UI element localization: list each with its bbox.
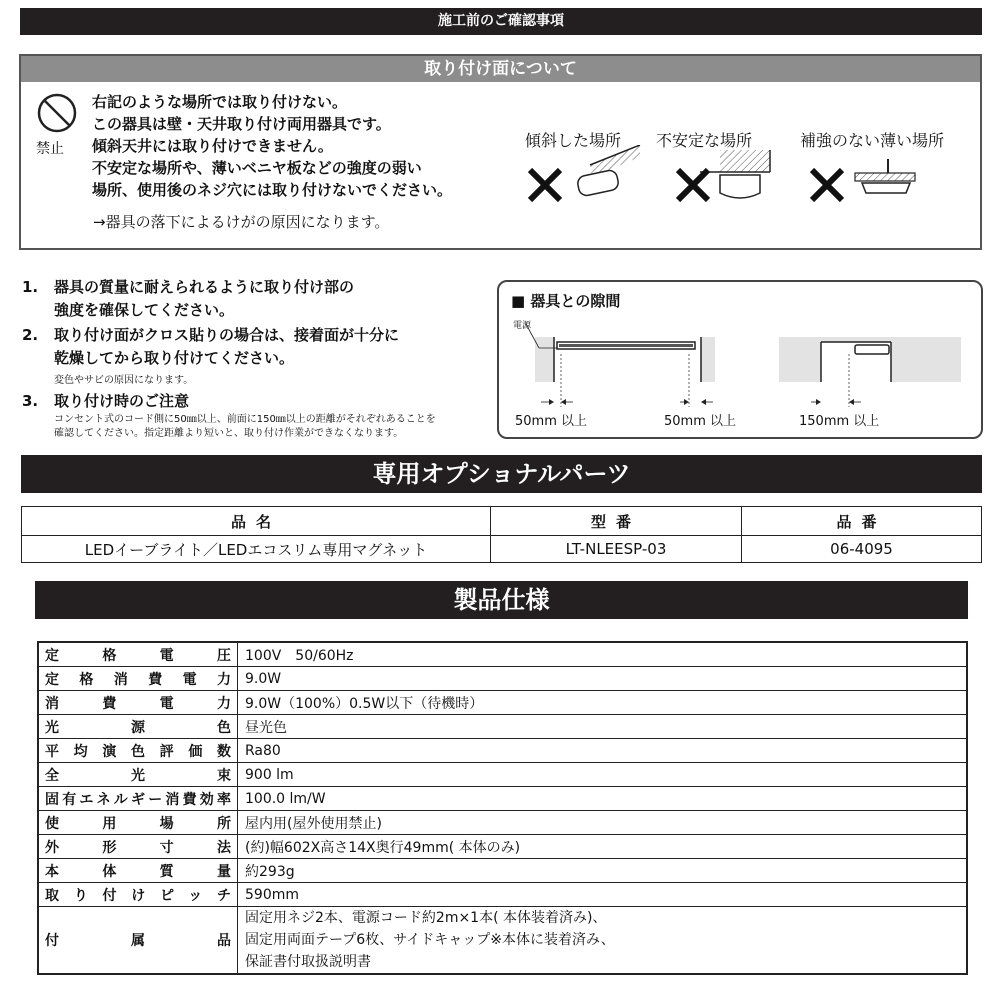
instruction-number: 3. — [22, 392, 39, 410]
spec-value: Ra80 — [238, 739, 968, 763]
spec-key: 全光束 — [38, 763, 238, 787]
options-header-code: 品番 — [742, 507, 982, 536]
clearance-label-right: 50mm 以上 — [664, 414, 737, 429]
table-row — [38, 642, 967, 667]
instruction-note: 変色やサビの原因になります。 — [54, 375, 194, 386]
spec-key: 外形寸法 — [38, 835, 238, 859]
example-label-slanted: 傾斜した場所 — [525, 131, 622, 150]
spec-key: 定格電圧 — [38, 642, 238, 667]
mounting-surface-title-bar — [21, 56, 980, 82]
options-cell-model: LT-NLEESP-03 — [491, 536, 742, 563]
example-label-unstable: 不安定な場所 — [656, 131, 753, 150]
spec-value: 屋内用(屋外使用禁止) — [238, 811, 968, 835]
spec-value: (約)幅602X高さ14X奥行49mm( 本体のみ) — [238, 835, 968, 859]
example-label-thin: 補強のない薄い場所 — [800, 131, 945, 150]
instructions — [22, 276, 492, 441]
table-row — [22, 536, 982, 563]
power-label: 電源 — [513, 321, 532, 331]
options-cell-code: 06-4095 — [742, 536, 982, 563]
spec-key: 取り付けピッチ — [38, 883, 238, 907]
spec-key: 消費電力 — [38, 691, 238, 715]
spec-value: 約293g — [238, 859, 968, 883]
options-header-row — [22, 507, 982, 536]
specs-table — [37, 641, 968, 975]
table-row — [38, 739, 967, 763]
instruction-line: 取り付け面がクロス貼りの場合は、接着面が十分に — [54, 326, 400, 344]
example-illustrations — [520, 145, 940, 215]
clearance-label-left: 50mm 以上 — [515, 414, 588, 429]
instruction-line: 取り付け時のご注意 — [54, 392, 190, 410]
table-row — [38, 883, 967, 907]
table-row — [38, 787, 967, 811]
instruction-number: 2. — [22, 326, 39, 344]
accessory-line: 固定用ネジ2本、電源コード約2m×1本( 本体装着済み)、 — [245, 910, 607, 926]
options-header-model: 型番 — [491, 507, 742, 536]
instruction-item — [22, 324, 492, 370]
table-row — [38, 859, 967, 883]
spec-key: 平均演色評価数 — [38, 739, 238, 763]
instruction-item — [22, 276, 492, 322]
instruction-line: 乾燥してから取り付けてください。 — [54, 349, 295, 367]
mounting-surface-title: 取り付け面について — [424, 59, 577, 79]
warning-text — [92, 91, 452, 201]
clearance-label-front: 150mm 以上 — [799, 414, 880, 429]
instruction-line: 器具の質量に耐えられるように取り付け部の — [54, 278, 355, 296]
clearance-box — [497, 280, 983, 439]
spec-key: 固有エネルギー消費効率 — [38, 787, 238, 811]
table-row — [38, 811, 967, 835]
spec-value: 9.0W — [238, 667, 968, 691]
options-cell-name: LEDイーブライト／LEDエコスリム専用マグネット — [22, 536, 491, 563]
warning-line: 不安定な場所や、薄いベニヤ板などの強度の弱い — [92, 159, 422, 177]
instruction-note-block — [54, 413, 492, 441]
warning-note: →器具の落下によるけがの原因になります。 — [93, 213, 390, 231]
options-title-bar — [21, 455, 982, 493]
spec-value: 590mm — [238, 883, 968, 907]
table-row — [38, 763, 967, 787]
spec-value — [238, 907, 968, 975]
spec-key: 本体質量 — [38, 859, 238, 883]
spec-key: 光源色 — [38, 715, 238, 739]
unstable-ceiling-illustration — [678, 150, 770, 200]
warning-line: 傾斜天井には取り付けできません。 — [92, 137, 333, 155]
instruction-number: 1. — [22, 278, 39, 296]
instruction-line: 強度を確保してください。 — [54, 301, 235, 319]
spec-key: 使用場所 — [38, 811, 238, 835]
table-row — [38, 715, 967, 739]
table-row — [38, 667, 967, 691]
specs-title-bar — [35, 581, 968, 619]
thin-board-illustration — [812, 159, 915, 200]
table-row — [38, 835, 967, 859]
header-bar — [20, 8, 982, 35]
instruction-item — [22, 390, 492, 413]
specs-title: 製品仕様 — [453, 586, 550, 614]
spec-value: 9.0W（100%）0.5W以下（待機時） — [238, 691, 968, 715]
spec-value: 昼光色 — [238, 715, 968, 739]
accessory-line: 固定用両面テープ6枚、サイドキャップ※本体に装着済み、 — [245, 932, 615, 948]
options-table — [21, 506, 982, 563]
table-row — [38, 907, 967, 975]
warning-line: 場所、使用後のネジ穴には取り付けないでください。 — [92, 181, 453, 199]
spec-value: 100.0 lm/W — [238, 787, 968, 811]
spec-value: 100V 50/60Hz — [238, 642, 968, 667]
options-title: 専用オプショナルパーツ — [372, 460, 631, 488]
prohibition-icon — [36, 92, 78, 134]
prohibit-label: 禁止 — [36, 141, 64, 157]
spec-value: 900 lm — [238, 763, 968, 787]
header-title: 施工前のご確認事項 — [438, 13, 564, 29]
warning-line: この器具は壁・天井取り付け両用器具です。 — [92, 115, 391, 133]
options-header-name: 品名 — [22, 507, 491, 536]
accessory-line: 保証書付取扱説明書 — [245, 954, 371, 970]
spec-key: 付属品 — [38, 907, 238, 975]
warning-line: 右記のような場所では取り付けない。 — [92, 93, 348, 111]
instruction-note: コンセント式のコード側に50㎜以上、前面に150㎜以上の距離がそれぞれあることを — [54, 414, 436, 425]
slanted-ceiling-illustration — [530, 145, 640, 200]
clearance-title: ■ 器具との隙間 — [511, 292, 621, 310]
instruction-note: 確認してください。指定距離より短いと、取り付け作業ができなくなります。 — [54, 428, 404, 439]
spec-key: 定格消費電力 — [38, 667, 238, 691]
table-row — [38, 691, 967, 715]
